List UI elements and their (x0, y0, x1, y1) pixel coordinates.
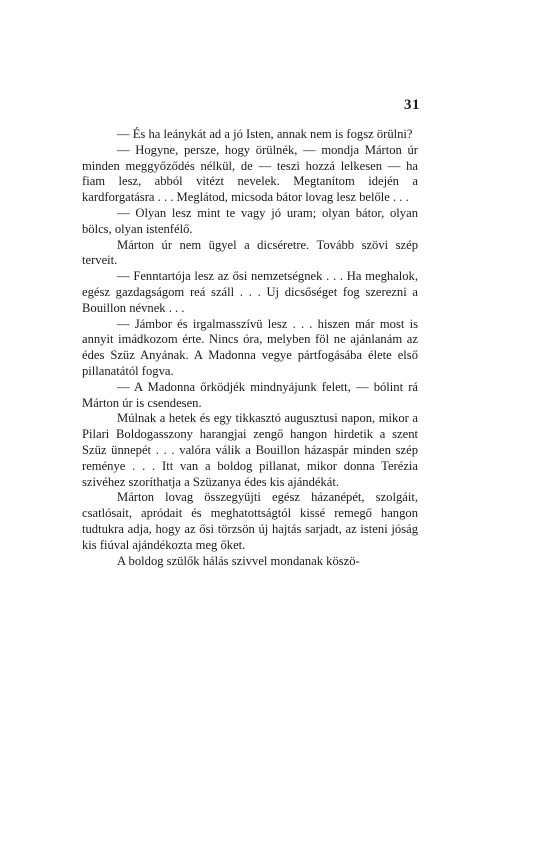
paragraph: Márton úr nem ügyel a dicséretre. Tovább szövi szép terveit. (82, 237, 418, 268)
paragraph: — És ha leánykát ad a jó Isten, annak nem is fogsz örülni? (117, 127, 413, 141)
paragraph: — A Madonna őrködjék mindnyájunk felett, — bólint rá Márton úr is csendesen. (82, 379, 418, 410)
page-number: 31 (404, 97, 420, 113)
paragraph: — Jámbor és irgalmasszívü lesz . . . hiszen már most is annyit imádkozom érte. Nincs óra, melyben föl ne ajánlanám az édes Szüz Anyának. A Madonna vegye pártfogásába élete első pillanatától fogva. (82, 316, 418, 378)
paragraph: Múlnak a hetek és egy tikkasztó augusztusi napon, mikor a Pilari Boldogasszony harangjai zengő hangon hirdetik a szent Szüz ünnepét . . . valóra válik a Bouillon házaspár minden szép reménye . . . Itt van a boldog pillanat, mikor donna Terézia szivéhez szoríthatja a Szüzanya édes kis ajándékát. (82, 411, 418, 489)
paragraph: — Olyan lesz mint te vagy jó uram; olyan bátor, olyan bölcs, olyan istenfélő. (82, 205, 418, 236)
paragraph: Márton lovag összegyüjti egész házanépét, szolgáit, csatlósait, apródait és meghatottságtól kissé remegő hangon tudtukra adja, hogy az ősi törzsön új hajtás sarjadt, az isteni jóság kis fiúval ajándékozta meg őket. (82, 490, 418, 552)
paragraph: — Fenntartója lesz az ősi nemzetségnek . . . Ha meghalok, egész gazdagságom reá száll . . . Uj dicsőséget fog szerezni a Bouillon névnek . . . (82, 269, 418, 315)
paragraph: — Hogyne, persze, hogy örülnék, — mondja Márton úr minden meggyőződés nélkül, de — teszi hozzá lelkesen — ha fiam lesz, abból vitézt nevelek. Megtanítom idején a kardforgatásra . . . Meglátod, micsoda bátor lovag lesz belőle . . . (82, 142, 418, 205)
paragraph: A boldog szülők hálás szivvel mondanak köszö- (117, 553, 360, 568)
body-text (82, 127, 418, 569)
